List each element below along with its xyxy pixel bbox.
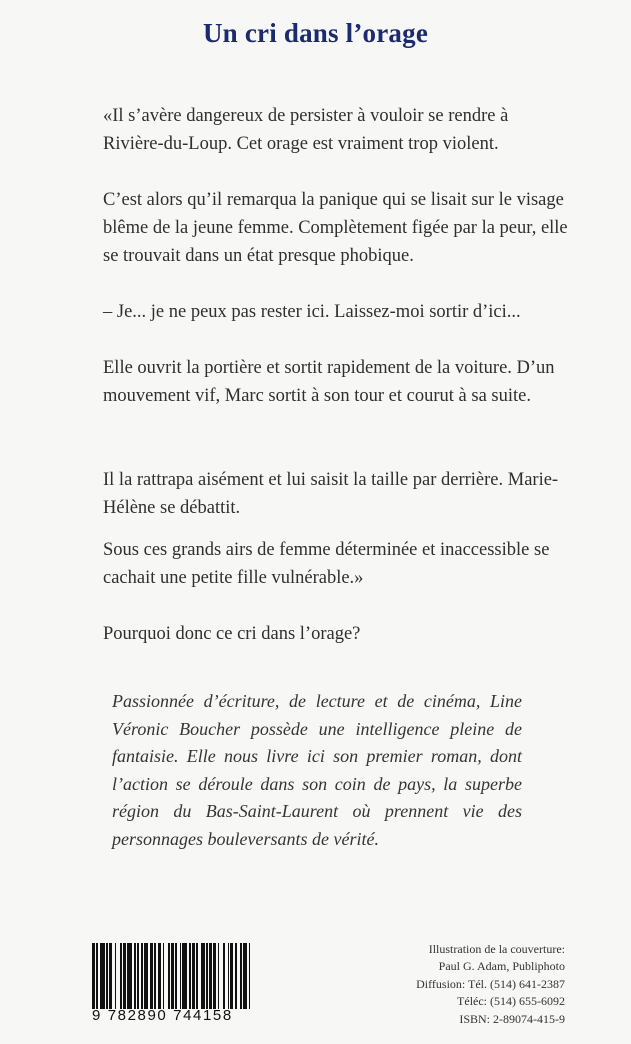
excerpt-paragraph-4: Elle ouvrit la portière et sortit rapidement de la voiture. D’un mouvement vif, Marc sortit à son tour et courut à sa suite. <box>103 358 555 406</box>
credits-diffusion-tel: Diffusion: Tél. (514) 641-2387 <box>416 976 565 991</box>
barcode-bar <box>250 943 253 1009</box>
excerpt-paragraph-3: – Je... je ne peux pas rester ici. Laissez-moi sortir d’ici... <box>103 302 521 322</box>
barcode <box>92 943 254 1025</box>
credits-diffusion-fax: Téléc: (514) 655-6092 <box>457 994 565 1009</box>
book-title: Un cri dans l’orage <box>202 18 429 48</box>
credits-block <box>325 941 565 1028</box>
excerpt-paragraph-2: C’est alors qu’il remarqua la panique qui se lisait sur le visage blême de la jeune femme. Complètement figée par la peur, elle se trouvait dans un état presque phobique. <box>103 190 568 266</box>
barcode-number: 9 782890 744158 <box>92 1007 233 1024</box>
author-bio: Passionnée d’écriture, de lecture et de cinéma, Line Véronic Boucher possède une intelligence pleine de fantaisie. Elle nous livre ici son premier roman, dont l’action se déroule dans son coin de pays, la superbe région du Bas-Saint-Laurent où prennent vie des personnages bouleversants de vérité. <box>112 691 522 849</box>
excerpt-paragraph-1: «Il s’avère dangereux de persister à vouloir se rendre à Rivière-du-Loup. Cet orage est vraiment trop violent. <box>103 106 509 154</box>
closing-question: Pourquoi donc ce cri dans l’orage? <box>103 624 361 644</box>
credits-isbn: ISBN: 2-89074-415-9 <box>459 1011 565 1026</box>
excerpt-paragraph-6: Sous ces grands airs de femme déterminée et inaccessible se cachait une petite fille vulnérable.» <box>103 540 550 588</box>
credits-illustrator: Paul G. Adam, Publiphoto <box>438 959 565 974</box>
excerpt-paragraph-5: Il la rattrapa aisément et lui saisit la taille par derrière. Marie-Hélène se débattit. <box>103 470 559 518</box>
credits-illustration-label: Illustration de la couverture: <box>428 942 565 956</box>
barcode-bars <box>92 943 254 1009</box>
